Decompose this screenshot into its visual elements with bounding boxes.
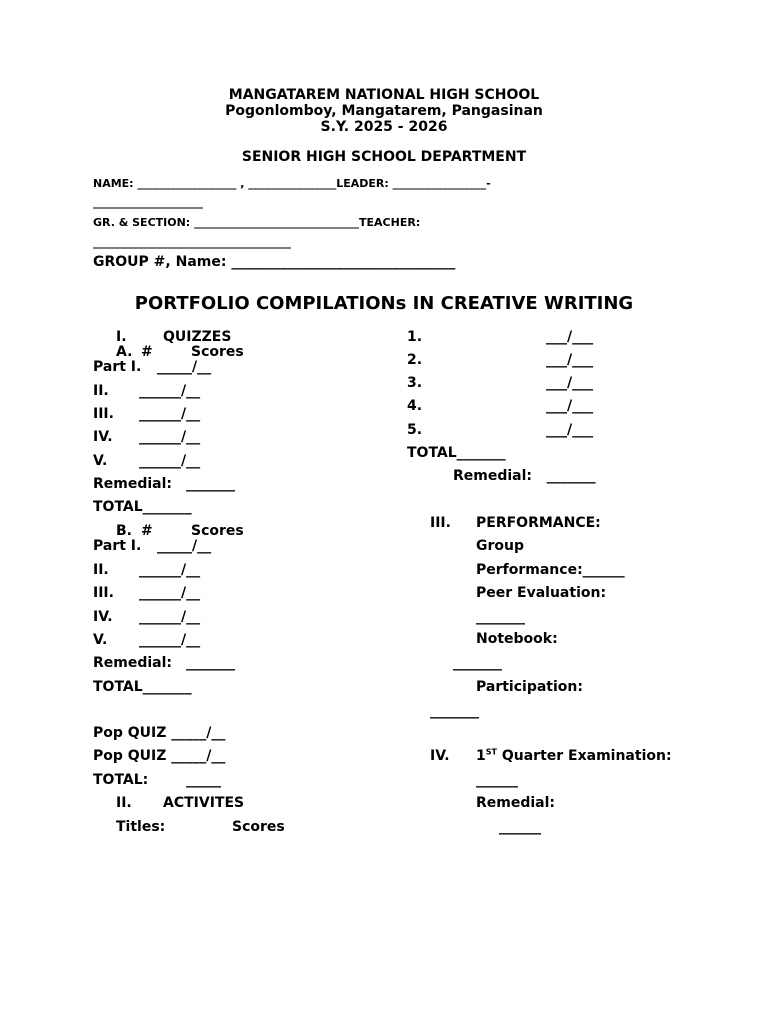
page-title: PORTFOLIO COMPILATIONs IN CREATIVE WRITING [134,293,634,314]
peer-evaluation-blank: _______ [476,609,525,625]
school-address: Pogonlomboy, Mangatarem, Pangasinan [225,103,543,119]
exam-number: 1 [476,748,486,764]
set-b-hash: # [141,523,153,539]
group-performance-field: Performance:______ [476,562,625,578]
set-a-remedial-blank: _______ [186,476,235,492]
activities-total: TOTAL_______ [407,445,506,461]
set-a-part1-blank: _____/__ [157,359,212,375]
section-teacher-field: GR. & SECTION: ______________________________TEACHER: [93,216,421,229]
performance-numeral: III. [430,515,451,531]
set-a-letter: A. [116,344,133,360]
activity-row-blank: ___/___ [546,422,594,438]
set-a-remedial-label: Remedial: [93,476,173,492]
exam-remedial-blank: ______ [499,819,541,835]
set-a-row-label: III. [93,406,114,422]
pop-quiz-1: Pop QUIZ _____/__ [93,725,226,741]
participation-blank: _______ [430,703,479,719]
set-b-part1-label: Part I. [93,538,142,554]
participation-label: Participation: [476,679,583,695]
pop-quiz-2: Pop QUIZ _____/__ [93,748,226,764]
activity-row-label: 4. [407,398,423,414]
activity-row-blank: ___/___ [546,398,594,414]
set-a-scores-header: Scores [191,344,244,360]
set-b-letter: B. [116,523,132,539]
peer-evaluation-label: Peer Evaluation: [476,585,607,601]
set-b-row-blank: ______/__ [139,562,201,578]
set-b-row-blank: ______/__ [139,632,201,648]
quizzes-numeral: I. [116,329,127,345]
set-a-row-label: IV. [93,429,113,445]
set-b-remedial-label: Remedial: [93,655,173,671]
name-leader-field: NAME: __________________ , ________________LEADER: _________________- [93,177,491,190]
set-b-row-label: V. [93,632,108,648]
exam-blank: ______ [476,772,518,788]
set-b-row-blank: ______/__ [139,609,201,625]
set-a-row-blank: ______/__ [139,406,201,422]
school-year: S.Y. 2025 - 2026 [320,119,448,135]
set-b-row-label: IV. [93,609,113,625]
set-a-row-blank: ______/__ [139,429,201,445]
school-name: MANGATAREM NATIONAL HIGH SCHOOL [228,87,540,103]
set-a-total: TOTAL_______ [93,499,192,515]
activity-row-label: 2. [407,352,423,368]
activities-scores-label: Scores [232,819,285,835]
set-a-row-blank: ______/__ [139,453,201,469]
group-name-field: GROUP #, Name: ________________________________ [93,254,456,270]
activity-row-blank: ___/___ [546,329,594,345]
set-b-total: TOTAL_______ [93,679,192,695]
set-a-part1-label: Part I. [93,359,142,375]
name-field-continuation: ____________________ [93,196,203,209]
performance-heading: PERFORMANCE: [476,515,601,531]
exam-label [476,749,672,763]
activities-titles-label: Titles: [116,819,166,835]
exam-remedial-label: Remedial: [476,795,556,811]
activities-numeral: II. [116,795,132,811]
activity-row-blank: ___/___ [546,352,594,368]
set-b-part1-blank: _____/__ [157,538,212,554]
set-b-scores-header: Scores [191,523,244,539]
teacher-field-continuation: ____________________________________ [93,236,291,249]
activity-row-label: 3. [407,375,423,391]
set-b-row-label: II. [93,562,109,578]
activities-heading: ACTIVITES [163,795,245,811]
activity-row-blank: ___/___ [546,375,594,391]
exam-text: Quarter Examination: [501,748,672,764]
quizzes-heading: QUIZZES [163,329,232,345]
notebook-label: Notebook: [476,631,558,647]
exam-numeral: IV. [430,748,450,764]
set-b-row-blank: ______/__ [139,585,201,601]
activity-row-label: 1. [407,329,423,345]
department-heading: SENIOR HIGH SCHOOL DEPARTMENT [241,149,527,165]
set-a-row-label: V. [93,453,108,469]
group-label: Group [476,538,525,554]
set-b-row-label: III. [93,585,114,601]
notebook-blank: _______ [453,655,502,671]
activities-remedial: Remedial: _______ [453,468,596,484]
activity-row-label: 5. [407,422,423,438]
set-a-hash: # [141,344,153,360]
set-a-row-blank: ______/__ [139,383,201,399]
set-b-remedial-blank: _______ [186,655,235,671]
exam-ordinal: ST [485,747,497,757]
set-a-row-label: II. [93,383,109,399]
quizzes-total-blank: _____ [186,772,221,788]
quizzes-total-label: TOTAL: [93,772,149,788]
